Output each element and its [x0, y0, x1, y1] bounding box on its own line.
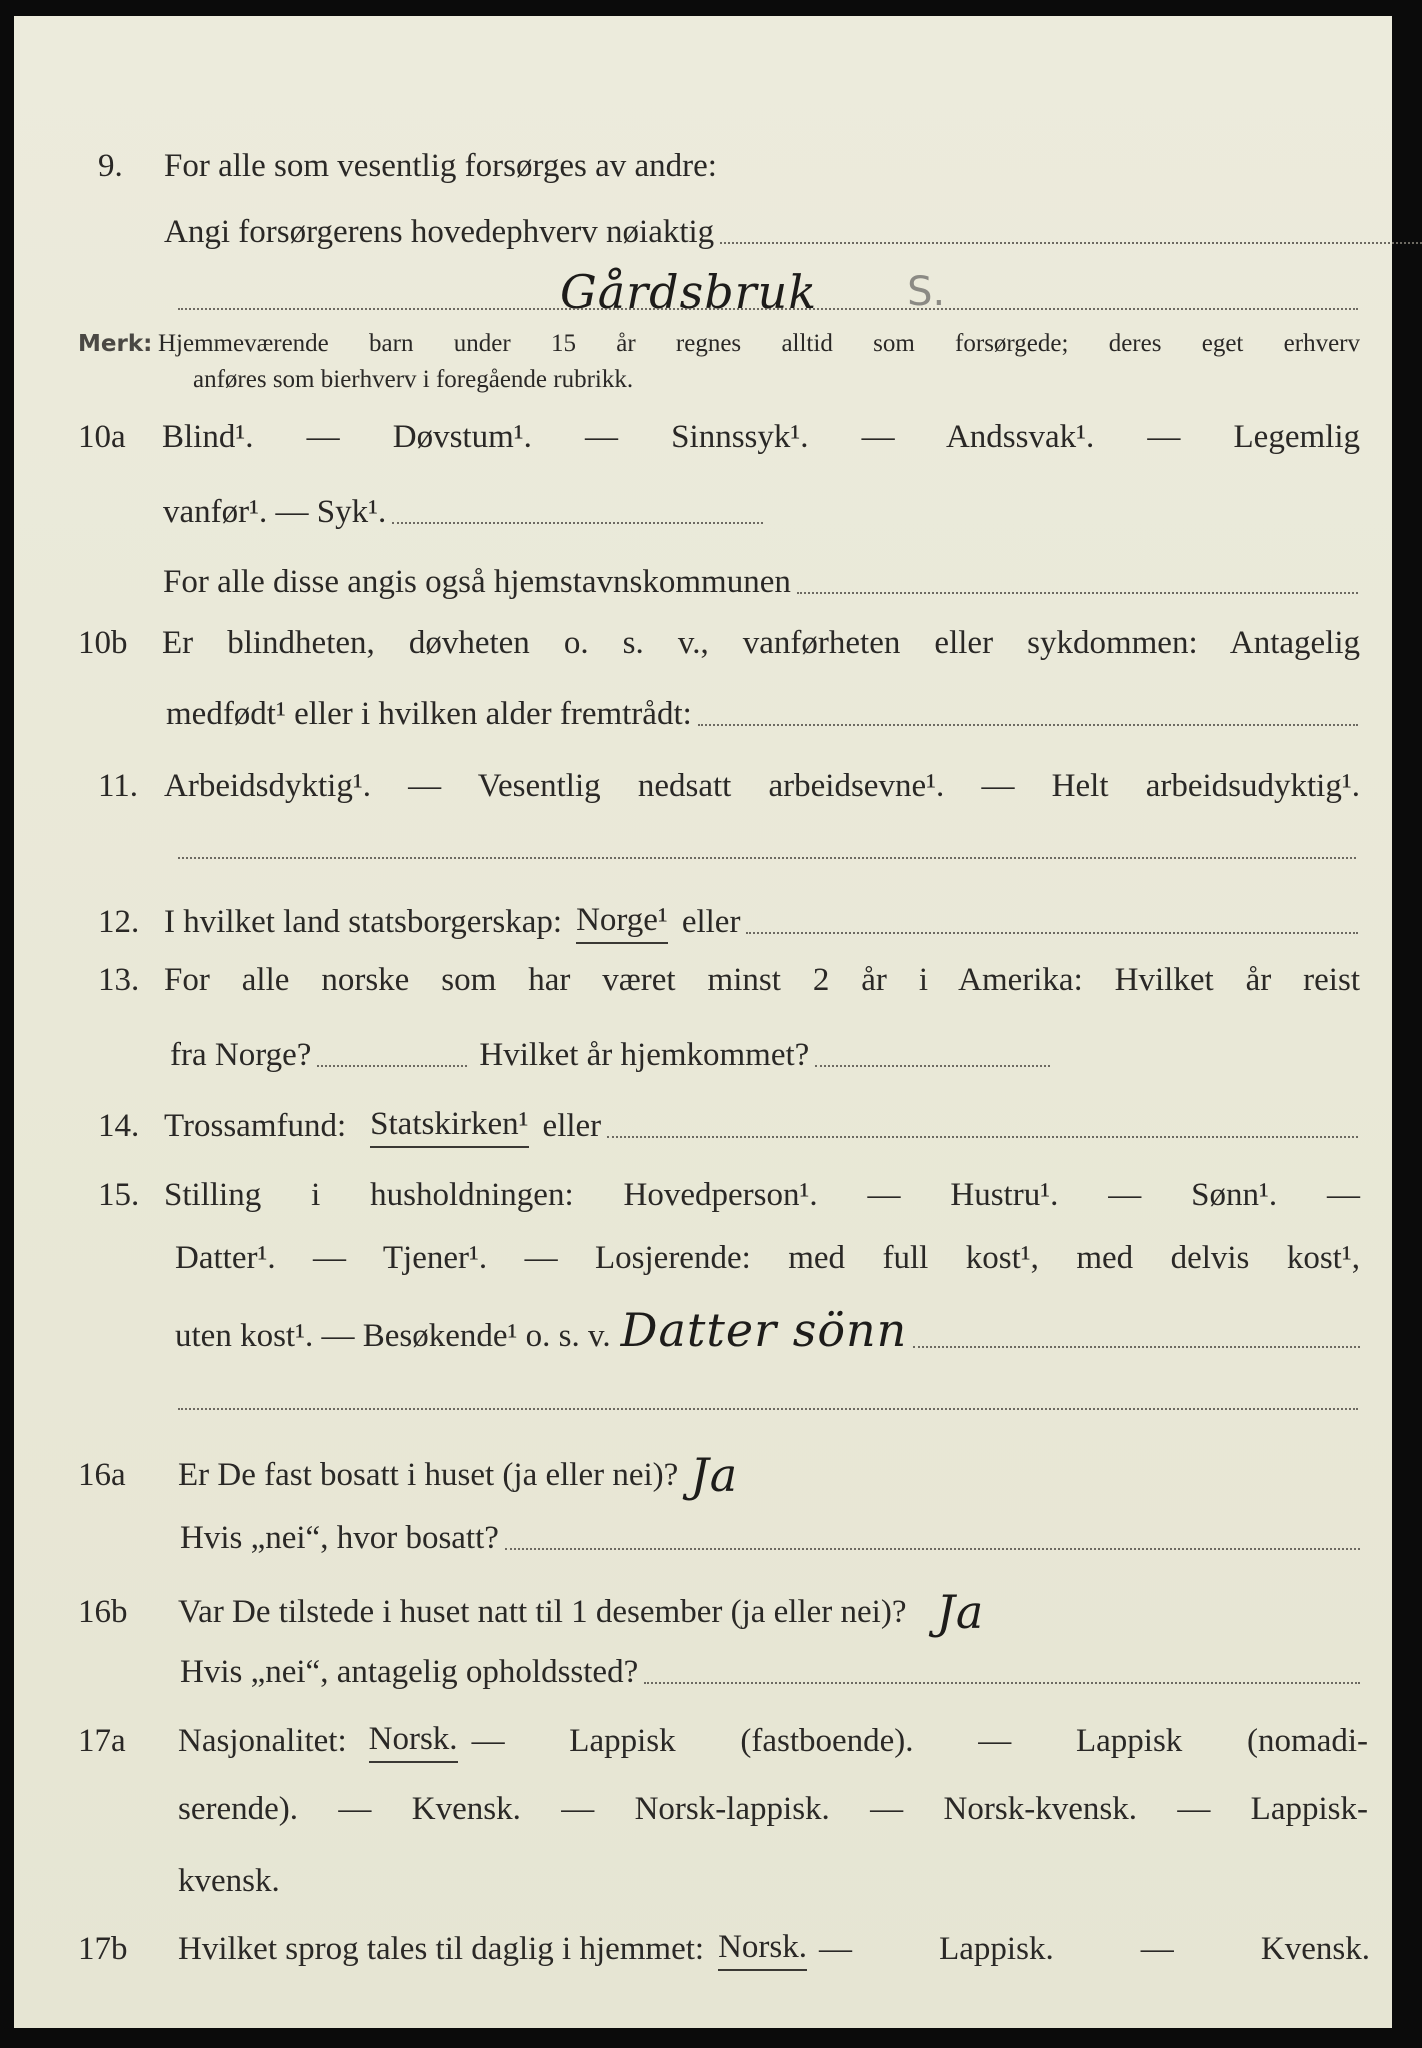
merk-text-2: anføres som bierhverv i foregående rubrikk.: [193, 366, 634, 393]
q16b-question: Var De tilstede i huset natt til 1 desember (ja eller nei)?: [178, 1594, 907, 1630]
q14-eller: eller: [542, 1108, 602, 1144]
q9-prompt: Angi forsørgerens hovedерhverv nøiaktig: [164, 214, 715, 250]
q15-options-1: Stilling i husholdningen: Hovedperson¹. — Hustru¹. — Sønn¹. —: [164, 1177, 1360, 1213]
q10a-hjemstavn: For alle disse angis også hjemstavnskommunen: [163, 564, 791, 600]
q17b-options: — Lappisk. — Kvensk.: [819, 1931, 1370, 1967]
q12-eller: eller: [681, 904, 741, 940]
q14-question: Trossamfund:: [164, 1108, 347, 1144]
q17b-number: 17b: [78, 1931, 128, 1967]
q17a-row: [78, 1719, 1368, 1763]
q16a-row-2: [180, 1516, 1360, 1560]
q16b-leader: [644, 1682, 1360, 1684]
q11-number: 11.: [98, 768, 139, 804]
merk-row-2: [193, 358, 1093, 402]
q17a-options-2: serende). — Kvensk. — Norsk-lappisk. — Norsk-kvensk. — Lappisk-: [178, 1791, 1368, 1827]
q10b-row-2: [166, 692, 1358, 736]
q16a-leader: [505, 1548, 1360, 1550]
q13-row-2: [170, 1033, 1050, 1077]
q10b-row: [78, 621, 1360, 665]
q11-row: [98, 764, 1360, 808]
q10b-question: Er blindheten, døvheten o. s. v., vanførheten eller sykdommen: Antagelig: [162, 625, 1360, 661]
q16a-handwritten-answer: Ja: [690, 1448, 739, 1502]
q9-row-2: [98, 210, 1422, 254]
q15-options-2: Datter¹. — Tjener¹. — Losjerende: med full kost¹, med delvis kost¹,: [175, 1240, 1360, 1276]
q17a-question: Nasjonalitet:: [178, 1723, 347, 1759]
q12-row: [98, 900, 1358, 944]
q9-question: For alle som vesentlig forsørges av andre:: [164, 148, 717, 184]
q13-hjemkommet-label: Hvilket år hjemkommet?: [479, 1037, 810, 1073]
q16b-row: [78, 1584, 1360, 1639]
q16b-opphold-label: Hvis „nei“, antagelig opholdssted?: [180, 1654, 639, 1690]
q15-row-3: [175, 1303, 1360, 1358]
q10a-number: 10a: [78, 419, 126, 455]
q13-hjemkommet-leader: [815, 1065, 1050, 1067]
q9-pencil-mark: S.: [907, 269, 946, 315]
q10a-options-2: vanfør¹. — Syk¹.: [163, 494, 387, 530]
q11-answer-line: [178, 857, 1356, 859]
q17a-options-1: — Lappisk (fastboende). — Lappisk (nomadi-: [471, 1723, 1368, 1759]
q13-reist-leader: [317, 1065, 467, 1067]
q17a-selected-option: Norsk.: [369, 1717, 458, 1763]
merk-text-1: Hjemmeværende barn under 15 år regnes alltid som forsørgede; deres eget erhverv: [158, 330, 1360, 357]
q17a-row-2: [178, 1787, 1368, 1831]
q14-leader: [607, 1136, 1358, 1138]
q11-options: Arbeidsdyktig¹. — Vesentlig nedsatt arbeidsevne¹. — Helt arbeidsudyktig¹.: [164, 768, 1360, 804]
q10b-number: 10b: [78, 625, 128, 661]
q16a-row: [78, 1447, 1078, 1502]
q10a-leader: [392, 522, 763, 524]
q10a-row-2: [163, 490, 763, 534]
q16a-number: 16a: [78, 1457, 126, 1493]
q15-row-2: [175, 1236, 1360, 1280]
q14-row: [98, 1104, 1358, 1148]
q9-answer-row: [560, 258, 1160, 319]
q10a-row: [78, 415, 1360, 459]
merk-label: Merk:: [78, 331, 153, 357]
q13-row: [98, 958, 1360, 1002]
q10a-hjemstavn-leader: [797, 592, 1358, 594]
q14-selected-option: Statskirken¹: [370, 1102, 528, 1148]
q17a-number: 17a: [78, 1723, 126, 1759]
q16b-row-2: [180, 1650, 1360, 1694]
q12-selected-option: Norge¹: [576, 898, 668, 944]
q9-row: [98, 144, 1360, 188]
q17a-options-3: kvensk.: [178, 1863, 280, 1899]
q13-reist-label: fra Norge?: [170, 1037, 312, 1073]
q9-answer-line: [178, 308, 1358, 310]
q17a-row-3: [178, 1859, 478, 1903]
q13-question: For alle norske som har været minst 2 år i Amerika: Hvilket år reist: [164, 962, 1360, 998]
q17b-selected-option: Norsk.: [718, 1925, 807, 1971]
q15-answer-line: [178, 1408, 1358, 1410]
q15-leader: [913, 1346, 1360, 1348]
q16a-question: Er De fast bosatt i huset (ja eller nei)?: [178, 1457, 679, 1493]
q17b-row: [78, 1927, 1370, 1971]
q15-handwritten-answer: Datter sönn: [620, 1303, 908, 1357]
q16a-bosatt-label: Hvis „nei“, hvor bosatt?: [180, 1520, 499, 1556]
q16b-number: 16b: [78, 1594, 128, 1630]
q10b-question-2: medfødt¹ eller i hvilken alder fremtrådt:: [166, 696, 692, 732]
q12-leader: [746, 932, 1358, 934]
q14-number: 14.: [98, 1108, 140, 1144]
q10a-row-3: [163, 560, 1358, 604]
q15-row: [98, 1173, 1360, 1217]
q12-number: 12.: [98, 904, 140, 940]
q16b-handwritten-answer: Ja: [936, 1585, 985, 1639]
q15-options-3: uten kost¹. — Besøkende¹ o. s. v.: [175, 1318, 611, 1354]
q10b-leader: [698, 724, 1358, 726]
q10a-options: Blind¹. — Døvstum¹. — Sinnssyk¹. — Andssvak¹. — Legemlig: [162, 419, 1360, 455]
q12-question: I hvilket land statsborgerskap:: [164, 904, 563, 940]
q17b-question: Hvilket sprog tales til daglig i hjemmet:: [178, 1931, 705, 1967]
q9-number: 9.: [98, 148, 123, 184]
q9-answer-leader: [720, 242, 1422, 244]
q13-number: 13.: [98, 962, 140, 998]
q15-number: 15.: [98, 1177, 140, 1213]
q9-handwritten-answer: Gårdsbruk: [560, 265, 818, 319]
